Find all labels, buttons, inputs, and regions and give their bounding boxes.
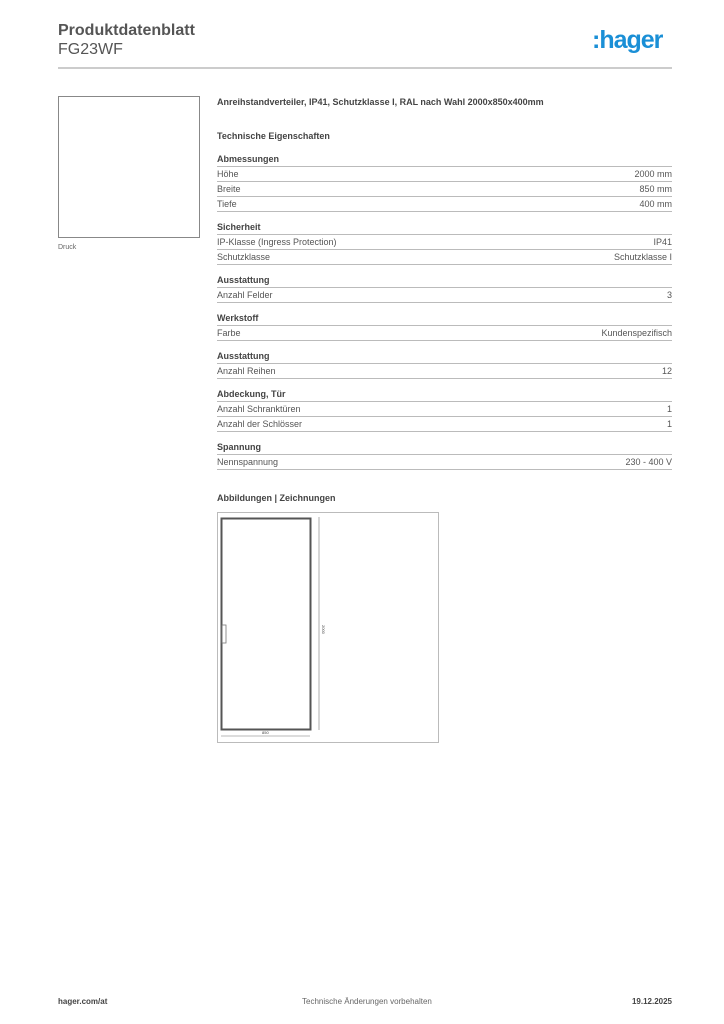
property-row [217, 402, 672, 417]
width-dimension: 850 [262, 730, 269, 735]
image-caption: Druck [58, 244, 77, 251]
section [217, 312, 672, 341]
product-image [58, 96, 200, 238]
properties [217, 96, 672, 503]
section-title: Sicherheit [217, 221, 672, 235]
property-value: 1 [666, 404, 672, 414]
section-title: Werkstoff [217, 312, 672, 326]
property-value: 3 [666, 290, 672, 300]
section [217, 274, 672, 303]
property-value: 400 mm [639, 199, 672, 209]
property-row [217, 417, 672, 432]
property-value: Kundenspezifisch [601, 328, 672, 338]
property-label: Nennspannung [217, 457, 279, 467]
property-value: 230 - 400 V [625, 457, 672, 467]
height-dimension: 2000 [321, 625, 326, 634]
property-row [217, 182, 672, 197]
property-label: Farbe [217, 328, 241, 338]
property-row [217, 235, 672, 250]
property-row [217, 197, 672, 212]
property-value: IP41 [653, 237, 672, 247]
logo-text: hager [599, 26, 663, 54]
footer-date: 19.12.2025 [631, 997, 672, 1006]
property-value: 2000 mm [634, 169, 672, 179]
property-row [217, 167, 672, 182]
property-label: Anzahl Schranktüren [217, 404, 301, 414]
section-title: Spannung [217, 441, 672, 455]
property-label: Schutzklasse [217, 252, 271, 262]
property-label: Tiefe [217, 199, 237, 209]
footer-website[interactable]: hager.com/at [58, 997, 108, 1006]
property-value: 1 [666, 419, 672, 429]
property-value: 850 mm [639, 184, 672, 194]
section [217, 388, 672, 432]
section-title: Ausstattung [217, 274, 672, 288]
property-label: IP-Klasse (Ingress Protection) [217, 237, 337, 247]
page-title: Produktdatenblatt [58, 22, 195, 39]
header-divider [58, 67, 672, 69]
cabinet-drawing [218, 513, 440, 744]
section-title: Abdeckung, Tür [217, 388, 672, 402]
section [217, 153, 672, 212]
section [217, 441, 672, 470]
property-row [217, 364, 672, 379]
section-title: Abmessungen [217, 153, 672, 167]
section-title: Ausstattung [217, 350, 672, 364]
property-label: Anzahl Felder [217, 290, 273, 300]
technical-drawing [217, 512, 439, 743]
product-code: FG23WF [58, 41, 123, 58]
property-label: Anzahl Reihen [217, 366, 276, 376]
product-description: Anreihstandverteiler, IP41, Schutzklasse I, RAL nach Wahl 2000x850x400mm [217, 97, 544, 107]
tech-heading: Technische Eigenschaften [217, 131, 330, 141]
section-list [217, 153, 672, 503]
property-row [217, 455, 672, 470]
footer-disclaimer: Technische Änderungen vorbehalten [302, 997, 432, 1006]
property-row [217, 326, 672, 341]
section [217, 350, 672, 379]
property-value: Schutzklasse I [613, 252, 672, 262]
property-row [217, 288, 672, 303]
property-label: Höhe [217, 169, 239, 179]
hager-logo: :hager [592, 26, 663, 54]
property-row [217, 250, 672, 265]
property-value: 12 [661, 366, 672, 376]
property-label: Anzahl der Schlösser [217, 419, 303, 429]
property-label: Breite [217, 184, 241, 194]
drawings-heading: Abbildungen | Zeichnungen [217, 493, 336, 503]
section [217, 221, 672, 265]
